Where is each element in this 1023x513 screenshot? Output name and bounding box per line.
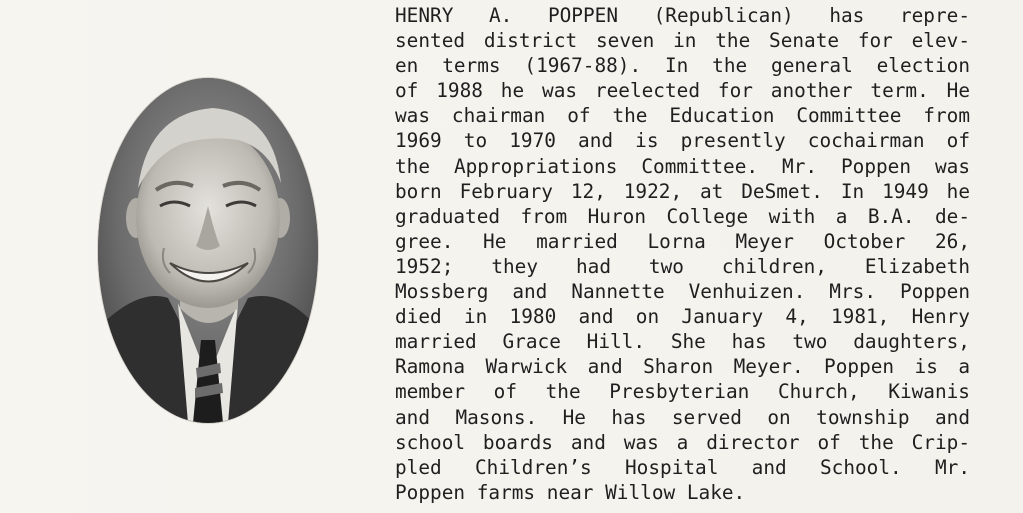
portrait-image <box>98 78 318 423</box>
bio-line: member of the Presbyterian Church, Kiwanis <box>395 380 970 404</box>
bio-line: school boards and was a director of the Crip- <box>395 430 970 454</box>
bio-line: pled Children’s Hospital and School. Mr. <box>395 455 970 479</box>
bio-line: died in 1980 and on January 4, 1981, Henry <box>395 305 970 329</box>
bio-line: born February 12, 1922, at DeSmet. In 1949 he <box>395 179 970 203</box>
bio-line: was chairman of the Education Committee from <box>395 104 970 128</box>
bio-line: HENRY A. POPPEN (Republican) has repre- <box>395 4 970 27</box>
bio-line: 1969 to 1970 and is presently cochairman of <box>395 129 970 153</box>
bio-line: gree. He married Lorna Meyer October 26, <box>395 229 970 253</box>
bio-line: en terms (1967-88). In the general election <box>395 54 970 78</box>
portrait-photo <box>98 78 318 423</box>
bio-line: Ramona Warwick and Sharon Meyer. Poppen is a <box>395 355 970 379</box>
bio-line: graduated from Huron College with a B.A. de- <box>395 204 970 228</box>
bio-line: Mossberg and Nannette Venhuizen. Mrs. Poppen <box>395 280 970 304</box>
bio-line: married Grace Hill. She has two daughters, <box>395 330 970 354</box>
bio-line: of 1988 he was reelected for another term. He <box>395 79 970 103</box>
bio-line: 1952; they had two children, Elizabeth <box>395 254 970 278</box>
bio-line: Poppen farms near Willow Lake. <box>395 480 746 504</box>
biography-text <box>395 3 970 505</box>
bio-line: sented district seven in the Senate for elev- <box>395 29 970 53</box>
bio-line: the Appropriations Committee. Mr. Poppen was <box>395 154 970 178</box>
bio-line: and Masons. He has served on township and <box>395 405 970 429</box>
